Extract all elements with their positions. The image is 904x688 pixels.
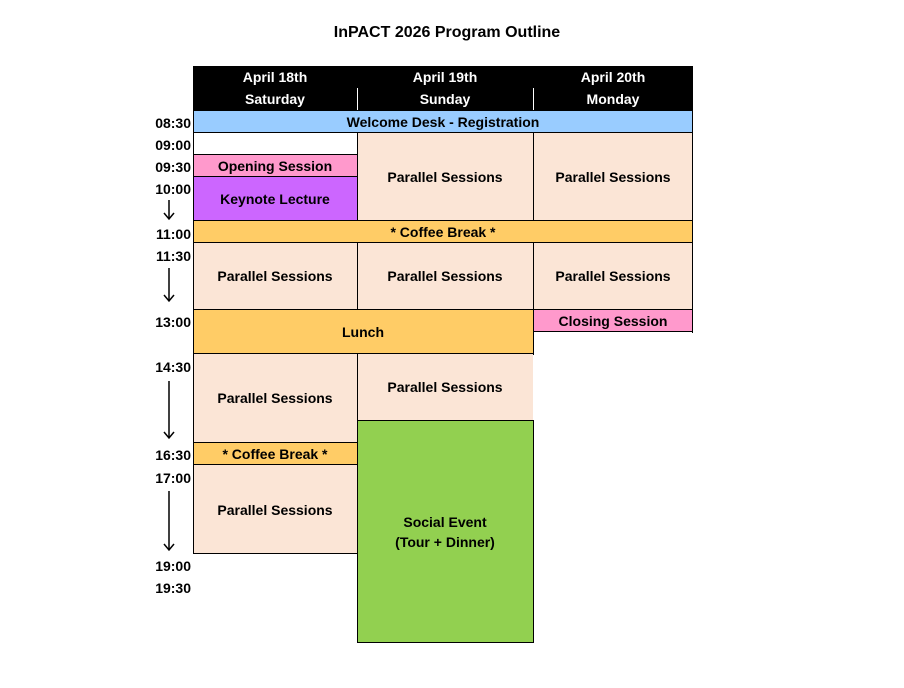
time-label: 19:30	[155, 580, 191, 596]
time-label: 16:30	[155, 447, 191, 463]
time-label: 10:00	[155, 181, 191, 197]
parallel-sessions-label: Parallel Sessions	[217, 502, 333, 518]
parallel-sessions-block	[357, 354, 533, 420]
day-weekday: Sunday	[419, 91, 471, 107]
day-header-2	[357, 66, 533, 110]
closing-session-block	[533, 310, 693, 332]
social-event-detail: (Tour + Dinner)	[395, 533, 495, 550]
parallel-sessions-label: Parallel Sessions	[387, 268, 503, 284]
day-date: April 20th	[580, 69, 646, 85]
down-arrow-icon	[162, 199, 176, 221]
grid-line	[193, 553, 357, 554]
lunch-label: Lunch	[342, 324, 384, 340]
time-label: 09:00	[155, 137, 191, 153]
grid-line	[193, 464, 357, 465]
grid-line	[533, 421, 534, 643]
time-label: 13:00	[155, 314, 191, 330]
keynote-lecture-label: Keynote Lecture	[220, 191, 330, 207]
registration-label: Welcome Desk - Registration	[346, 114, 540, 130]
time-label: 11:30	[155, 248, 191, 264]
lunch-block	[193, 310, 533, 354]
grid-line	[533, 331, 693, 332]
day-date: April 19th	[412, 69, 478, 85]
grid-line	[193, 110, 693, 111]
header-divider	[357, 88, 358, 110]
down-arrow-icon	[162, 380, 176, 440]
day-weekday: Saturday	[245, 91, 305, 107]
parallel-sessions-block	[357, 243, 533, 309]
parallel-sessions-block	[357, 133, 533, 221]
coffee-break-block	[193, 221, 693, 243]
grid-line	[357, 133, 358, 221]
grid-line	[193, 309, 693, 310]
parallel-sessions-block	[193, 354, 357, 442]
time-label: 17:00	[155, 470, 191, 486]
grid-line	[193, 242, 693, 243]
coffee-break-label: * Coffee Break *	[222, 446, 328, 462]
day-weekday: Monday	[586, 91, 640, 107]
coffee-break-block	[193, 443, 357, 465]
parallel-sessions-label: Parallel Sessions	[387, 379, 503, 395]
grid-line	[533, 133, 534, 221]
grid-line	[357, 354, 358, 643]
down-arrow-icon	[162, 490, 176, 552]
grid-line	[357, 420, 534, 421]
grid-line	[357, 642, 534, 643]
grid-line	[193, 176, 357, 177]
grid-line	[193, 132, 693, 133]
opening-session-label: Opening Session	[217, 158, 333, 174]
registration-block	[193, 111, 693, 133]
time-label: 11:00	[155, 226, 191, 242]
grid-line	[193, 353, 534, 354]
social-event-label: Social Event	[403, 513, 487, 530]
page-title: InPACT 2026 Program Outline	[333, 24, 561, 41]
parallel-sessions-block	[533, 133, 693, 221]
parallel-sessions-block	[193, 465, 357, 553]
grid-line	[193, 442, 357, 443]
social-event-block	[357, 421, 533, 642]
day-header-3	[533, 66, 693, 110]
time-label: 09:30	[155, 159, 191, 175]
parallel-sessions-block	[533, 243, 693, 309]
grid-line	[193, 154, 357, 155]
time-label: 19:00	[155, 558, 191, 574]
day-header-1	[193, 66, 357, 110]
grid-line	[357, 243, 358, 310]
opening-session-block	[193, 155, 357, 177]
grid-line	[692, 66, 693, 333]
grid-line	[533, 243, 534, 355]
parallel-sessions-block	[193, 243, 357, 309]
parallel-sessions-label: Parallel Sessions	[555, 169, 671, 185]
parallel-sessions-label: Parallel Sessions	[217, 268, 333, 284]
keynote-lecture-block	[193, 177, 357, 221]
time-label: 14:30	[155, 359, 191, 375]
grid-line	[193, 220, 693, 221]
parallel-sessions-label: Parallel Sessions	[555, 268, 671, 284]
time-label: 08:30	[155, 115, 191, 131]
down-arrow-icon	[162, 267, 176, 303]
closing-session-label: Closing Session	[558, 313, 668, 329]
header-divider	[533, 88, 534, 110]
grid-line	[193, 66, 194, 554]
coffee-break-label: * Coffee Break *	[390, 224, 496, 240]
parallel-sessions-label: Parallel Sessions	[387, 169, 503, 185]
day-date: April 18th	[242, 69, 308, 85]
parallel-sessions-label: Parallel Sessions	[217, 390, 333, 406]
